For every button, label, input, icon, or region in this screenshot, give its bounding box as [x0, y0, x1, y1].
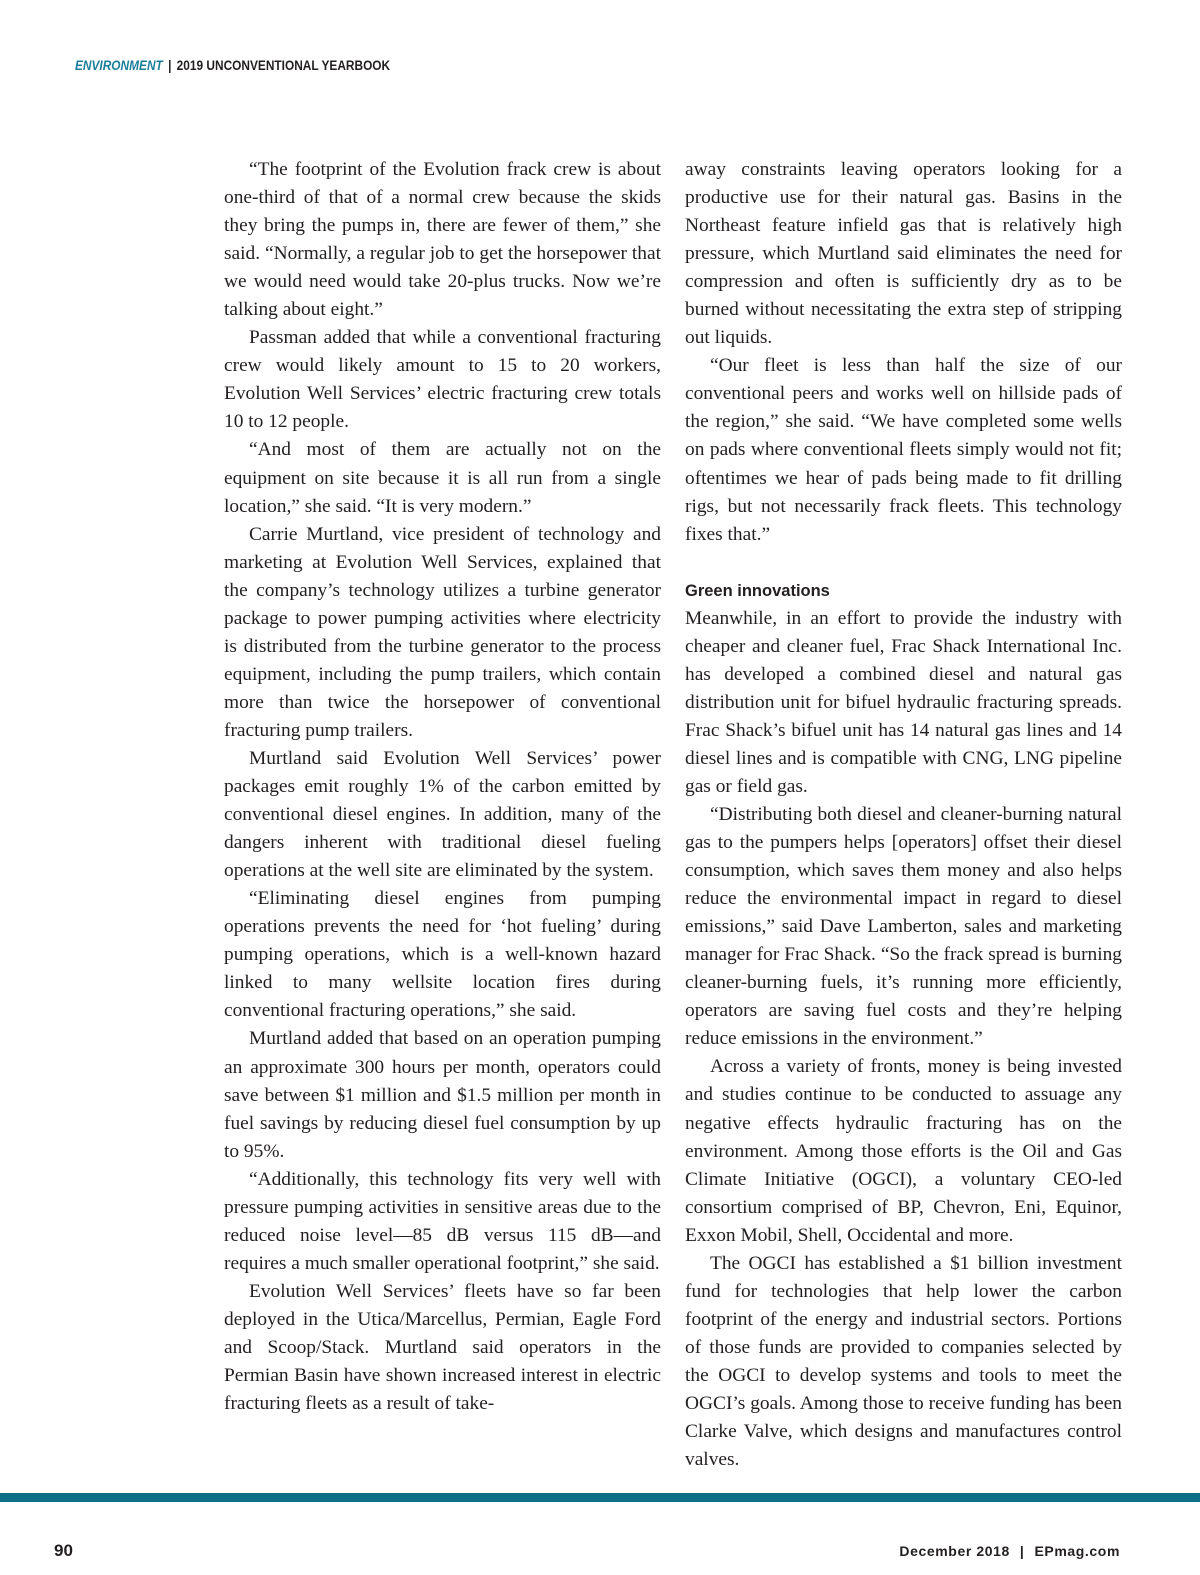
issue-date: December 2018 — [899, 1543, 1010, 1559]
paragraph: “Additionally, this technology fits very well with pressure pumping activities in sensitive areas due to the reduced noise level—85 dB versus 115 dB—and requires a much smaller operational footprint,” she said. — [224, 1168, 661, 1274]
paragraph: “The footprint of the Evolution frack crew is about one-third of that of a normal crew because the skids they bring the pumps in, there are fewer of them,” she said. “Normally, a regular job to get the horsepower that we would need would take 20-plus trucks. Now we’re talking about eight.” — [224, 159, 661, 321]
website-link[interactable]: EPmag.com — [1034, 1543, 1120, 1559]
section-subhead: Green innovations — [685, 581, 830, 600]
paragraph: Evolution Well Services’ fleets have so far been deployed in the Utica/Marcellus, Permian, Eagle Ford and Scoop/Stack. Murtland said operators in the Permian Basin have shown increased interest in electric fracturing fleets as a result of take- — [224, 1280, 661, 1415]
paragraph: Murtland said Evolution Well Services’ power packages emit roughly 1% of the carbon emitted by conventional diesel engines. In addition, many of the dangers inherent with traditional diesel fueling operations at the well site are eliminated by the system. — [224, 747, 661, 882]
paragraph-continued: away constraints leaving operators looking for a productive use for their natural gas. Basins in the Northeast feature infield gas that is relatively high pressure, which Murtland said eliminates the need for compression and often is sufficiently dry as to be burned without necessitating the extra step of stripping out liquids. — [685, 159, 1122, 349]
running-head — [75, 58, 390, 73]
footer-rule — [0, 1493, 1200, 1502]
footer-separator: | — [1019, 1543, 1025, 1559]
paragraph: The OGCI has established a $1 billion investment fund for technologies that help lower the carbon footprint of the energy and industrial sectors. Portions of those funds are provided to companies selected by the OGCI to develop systems and tools to meet the OGCI’s goals. Among those to receive funding has been Clarke Valve, which designs and manufactures control valves. — [685, 1252, 1122, 1471]
header-separator: | — [168, 58, 172, 73]
paragraph: Across a variety of fronts, money is being invested and studies continue to be conducted to assuage any negative effects hydraulic fracturing has on the environment. Among those efforts is the Oil and Gas Climate Initiative (OGCI), a voluntary CEO-led consortium comprised of BP, Chevron, Eni, Equinor, Exxon Mobil, Shell, Occidental and more. — [685, 1056, 1122, 1246]
paragraph: Passman added that while a conventional fracturing crew would likely amount to 15 to 20 workers, Evolution Well Services’ electric fracturing crew totals 10 to 12 people. — [224, 327, 661, 433]
paragraph: Murtland added that based on an operation pumping an approximate 300 hours per month, operators could save between $1 million and $1.5 million per month in fuel savings by reducing diesel fuel consumption by up to 95%. — [224, 1028, 661, 1162]
paragraph: “Our fleet is less than half the size of our conventional peers and works well on hillside pads of the region,” she said. “We have completed some wells on pads where conventional fleets simply would not fit; oftentimes we hear of pads being made to fit drilling rigs, but not necessarily frack fleets. This technology fixes that.” — [685, 355, 1122, 545]
article-column-right — [685, 156, 1122, 1474]
footer-credit — [899, 1543, 1120, 1559]
paragraph: Carrie Murtland, vice president of technology and marketing at Evolution Well Services, explained that the company’s technology utilizes a turbine generator package to power pumping activities where electricity is distributed from the turbine generator to the process equipment, including the pump trailers, which contain more than twice the horsepower of conventional fracturing pump trailers. — [224, 523, 661, 741]
section-label: ENVIRONMENT — [75, 58, 163, 73]
paragraph: “Eliminating diesel engines from pumping operations prevents the need for ‘hot fueling’ during pumping operations, which is a well-known hazard linked to many wellsite location fires during conventional fracturing operations,” she said. — [224, 888, 661, 1022]
paragraph: “And most of them are actually not on the equipment on site because it is all run from a single location,” she said. “It is very modern.” — [224, 439, 661, 517]
paragraph: Meanwhile, in an effort to provide the industry with cheaper and cleaner fuel, Frac Shack International Inc. has developed a combined diesel and natural gas distribution unit for bifuel hydraulic fracturing spreads. Frac Shack’s bifuel unit has 14 natural gas lines and 14 diesel lines and is compatible with CNG, LNG pipeline gas or field gas. — [685, 607, 1122, 797]
page-number: 90 — [54, 1541, 73, 1560]
paragraph: “Distributing both diesel and cleaner-burning natural gas to the pumpers helps [operators] offset their diesel consumption, which saves them money and also helps reduce the environmental impact in regard to diesel emissions,” said Dave Lamberton, sales and marketing manager for Frac Shack. “So the frack spread is burning cleaner-burning fuels, it’s running more efficiently, operators are saving fuel costs and they’re helping reduce emissions in the environment.” — [685, 803, 1122, 1050]
publication-title: 2019 UNCONVENTIONAL YEARBOOK — [176, 58, 391, 73]
article-column-left — [224, 156, 661, 1418]
